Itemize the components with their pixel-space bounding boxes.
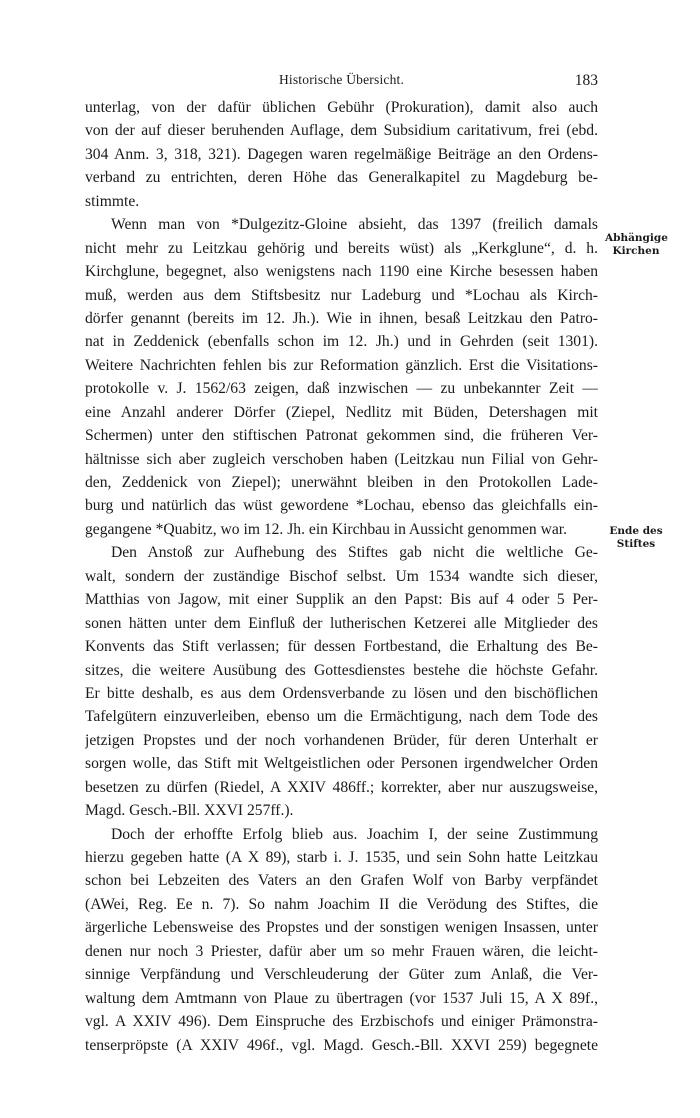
text-line: dörfer genannt (bereits im 12. Jh.). Wie in ihnen, besaß Leitzkau den Patro- — [85, 309, 598, 327]
text-line: Den Anstoß zur Aufhebung des Stiftes gab nicht die weltliche Ge- — [111, 544, 598, 562]
text-line — [85, 1057, 598, 1080]
text-line: verband zu entrichten, deren Höhe das Generalkapitel zu Magdeburg be- — [85, 169, 598, 187]
text-line: (AWei, Reg. Ee n. 7). So nahm Joachim II die Verödung des Stiftes, die — [85, 895, 598, 913]
text-line: Er bitte deshalb, es aus dem Ordensverbande zu lösen und den bischöflichen — [85, 684, 598, 702]
text-line: Schermen) unter den stiftischen Patronat gekommen sind, die früheren Ver- — [85, 427, 598, 445]
text-line: hierzu gegeben hatte (A X 89), starb i. J. 1535, und sein Sohn hatte Leitzkau — [85, 849, 598, 866]
page-number: 183 — [574, 72, 598, 89]
text-line: sonen hätten unter dem Einfluß der lutherischen Ketzerei alle Mitglieder des — [85, 614, 598, 632]
text-line: Magd. Gesch.-Bll. XXVI 257ff.). — [85, 802, 294, 820]
text-line: Konvents das Stift verlassen; für dessen Fortbestand, die Erhaltung des Be- — [85, 638, 598, 656]
text-line: unterlag, von der dafür üblichen Gebühr (Prokuration), damit also auch — [85, 99, 598, 116]
margin-note-line: Ende des — [609, 525, 663, 537]
text-line: den, Zeddenick von Ziepel); unerwähnt bleiben in den Protokollen Lade- — [85, 474, 598, 491]
body-text — [85, 96, 598, 1080]
text-line: Kirchglune, begegnet, also wenigstens nach 1190 eine Kirche besessen haben — [85, 263, 598, 281]
text-line: stimmte. — [85, 192, 140, 210]
text-line: nicht mehr zu Leitzkau gehörig und bereits wüst) als „Kerkglune“, d. h. — [85, 239, 598, 257]
text-line: denen nur noch 3 Priester, dafür aber um so mehr Frauen wären, die leicht- — [85, 942, 598, 960]
text-line: tenserpröpste (A XXIV 496f., vgl. Magd. Gesch.-Bll. XXVI 259) begegnete — [85, 1036, 598, 1054]
text-line: besetzen zu dürfen (Riedel, A XXIV 486ff.; korrekter, aber nur auszugsweise, — [85, 778, 598, 796]
text-line: Weitere Nachrichten fehlen bis zur Reformation gänzlich. Erst die Visitations- — [85, 356, 598, 374]
text-line: Wenn man von *Dulgezitz-Gloine absieht, das 1397 (freilich damals — [111, 216, 598, 234]
text-line: sorgen wolle, das Stift mit Weltgeistlichen oder Personen irgendwelcher Orden — [85, 755, 598, 773]
text-line: Tafelgütern einzuverleiben, ebenso um die Ermächtigung, nach dem Tode des — [85, 708, 598, 726]
text-line: 304 Anm. 3, 318, 321). Dagegen waren regelmäßige Beiträge an den Ordens- — [85, 145, 598, 163]
running-head — [85, 72, 598, 94]
text-line: waltung dem Amtmann von Plaue zu übertragen (vor 1537 Juli 15, A X 89f., — [85, 989, 598, 1007]
text-line: Matthias von Jagow, mit einer Supplik an den Papst: Bis auf 4 oder 5 Per- — [85, 591, 598, 609]
text-line: Doch der erhoffte Erfolg blieb aus. Joachim I, der seine Zustimmung — [111, 825, 598, 843]
running-title: Historische Übersicht. — [278, 72, 405, 87]
margin-note-ende-des-stiftes — [605, 525, 667, 550]
margin-note-line: Kirchen — [612, 244, 660, 257]
margin-note-line: Stiftes — [616, 537, 656, 550]
text-line: ärgerliche Lebensweise des Propstes und der sonstigen wenigen Insassen, unter — [85, 919, 598, 937]
margin-note-line: Abhängige — [605, 232, 668, 244]
text-line: gegangene *Quabitz, wo im 12. Jh. ein Kirchbau in Aussicht genommen war. — [85, 520, 568, 538]
text-line: vgl. A XXIV 496). Dem Einspruche des Erzbischofs und einiger Prämonstra- — [85, 1013, 598, 1031]
text-line: walt, sondern der zuständige Bischof selbst. Um 1534 wandte sich dieser, — [85, 567, 598, 585]
text-line: eine Anzahl anderer Dörfer (Ziepel, Nedlitz mit Büden, Detershagen mit — [85, 403, 598, 421]
text-line: muß, werden aus dem Stiftsbesitz nur Ladeburg und *Lochau als Kirch- — [85, 286, 598, 304]
text-line: von der auf dieser beruhenden Auflage, dem Subsidium caritativum, frei (ebd. — [85, 122, 598, 140]
text-line: schon bei Lebzeiten des Vaters an den Grafen Wolf von Barby verpfändet — [85, 872, 598, 890]
margin-note-abhaengige-kirchen — [605, 232, 667, 257]
text-line: hältnisse sich aber zugleich verschoben haben (Leitzkau nun Filial von Gehr- — [85, 450, 598, 468]
text-line: sinnige Verpfändung und Verschleuderung der Güter zum Anlaß, die Ver- — [85, 966, 598, 984]
text-line: sitzes, die weitere Ausübung des Gottesdienstes bestehe die höchste Gefahr. — [85, 661, 598, 679]
text-line: jetzigen Propstes und der noch vorhandenen Brüder, für deren Unterhalt er — [85, 731, 598, 749]
text-line: protokolle v. J. 1562/63 zeigen, daß inzwischen — zu unbekannter Zeit — — [85, 380, 598, 398]
text-line: burg und natürlich das wüst gewordene *Lochau, ebenso das gleichfalls ein- — [85, 497, 598, 515]
text-line: nat in Zeddenick (ebenfalls schon im 12. Jh.) und in Gehrden (seit 1301). — [85, 333, 598, 351]
